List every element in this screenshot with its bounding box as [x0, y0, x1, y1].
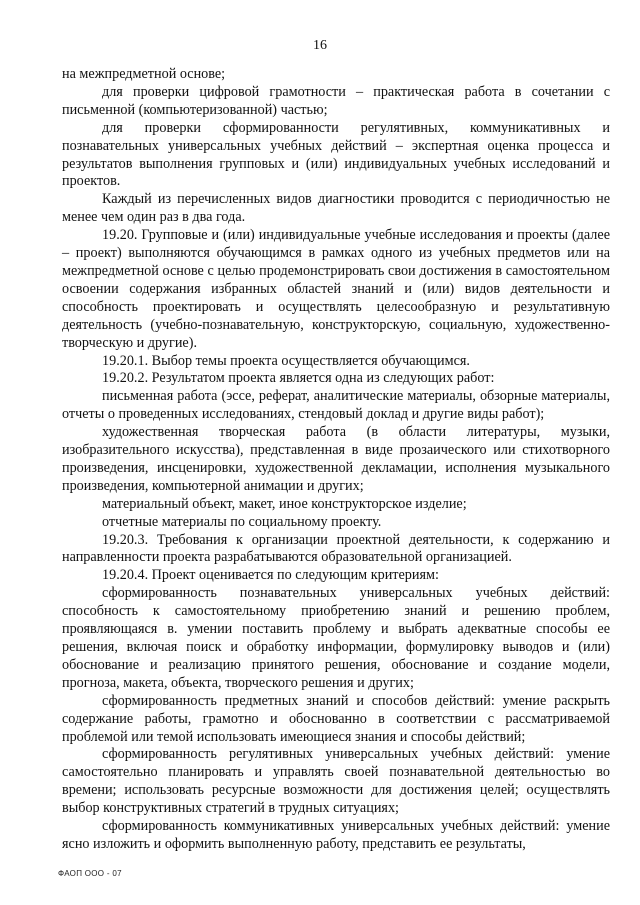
paragraph: на межпредметной основе; [62, 66, 226, 82]
paragraph: для проверки цифровой грамотности – практическая работа в сочетании с письменной (компьютеризованной) частью; [62, 83, 610, 118]
page-number: 16 [313, 38, 327, 53]
paragraph: художественная творческая работа (в области литературы, музыки, изобразительного искусства), представленная в виде прозаического или стихотворного произведения, инсценировки, художественной декламации, исполнения музыкального произведения, компьютерной анимации и других; [62, 424, 610, 494]
paragraph: материальный объект, макет, иное конструкторское изделие; [102, 495, 467, 512]
paragraph: 19.20.2. Результатом проекта является одна из следующих работ: [102, 370, 495, 387]
paragraph: 19.20.4. Проект оценивается по следующим критериям: [102, 567, 439, 584]
paragraph: 19.20.3. Требования к организации проектной деятельности, к содержанию и направленности проекта разрабатываются образовательной организацией. [62, 531, 610, 566]
paragraph: сформированность познавательных универсальных учебных действий: способность к самостоятельному приобретению знаний и решению проблем, проявляющаяся в. умении поставить проблему и выбрать адекватные способы ее решения, включая поиск и обработку информации, формулировку выводов и (или) обоснование и реализацию принятого решения, обоснование и создание модели, прогноза, макета, объекта, творческого решения и других; [62, 585, 610, 691]
document-body [62, 66, 610, 854]
paragraph: сформированность предметных знаний и способов действий: умение раскрыть содержание работы, грамотно и обоснованно в соответствии с рассматриваемой проблемой или темой использовать имеющиеся знания и способы действий; [62, 692, 610, 745]
paragraph: сформированность коммуникативных универсальных учебных действий: умение ясно изложить и оформить выполненную работу, представить ее результаты, [62, 818, 610, 852]
paragraph: сформированность регулятивных универсальных учебных действий: умение самостоятельно планировать и управлять своей познавательной деятельностью во времени; использовать ресурсные возможности для достижения целей; осуществлять выбор конструктивных стратегий в трудных ситуациях; [62, 746, 610, 817]
paragraph: Каждый из перечисленных видов диагностики проводится с периодичностью не менее чем один раз в два года. [62, 191, 610, 226]
paragraph: письменная работа (эссе, реферат, аналитические материалы, обзорные материалы, отчеты о проведенных исследованиях, стендовый доклад и другие виды работ); [62, 388, 610, 423]
paragraph: 19.20.1. Выбор темы проекта осуществляется обучающимся. [102, 352, 470, 369]
paragraph: для проверки сформированности регулятивных, коммуникативных и познавательных универсальных учебных действий – экспертная оценка процесса и результатов выполнения групповых и (или) индивидуальных учебных исследований и проектов. [62, 119, 610, 190]
paragraph: 19.20. Групповые и (или) индивидуальные учебные исследования и проекты (далее – проект) выполняются обучающимся в рамках одного из учебных предметов или на межпредметной основе с целью продемонстрировать свои достижения в самостоятельном освоении содержания избранных областей знаний и (или) видов деятельности и способность проектировать и осуществлять целесообразную и результативную деятельность (учебно-познавательную, конструкторскую, социальную, художественно-творческую и другие). [62, 227, 610, 351]
paragraph: отчетные материалы по социальному проекту. [102, 513, 382, 530]
footer-code: ФАОП ООО - 07 [58, 869, 122, 878]
